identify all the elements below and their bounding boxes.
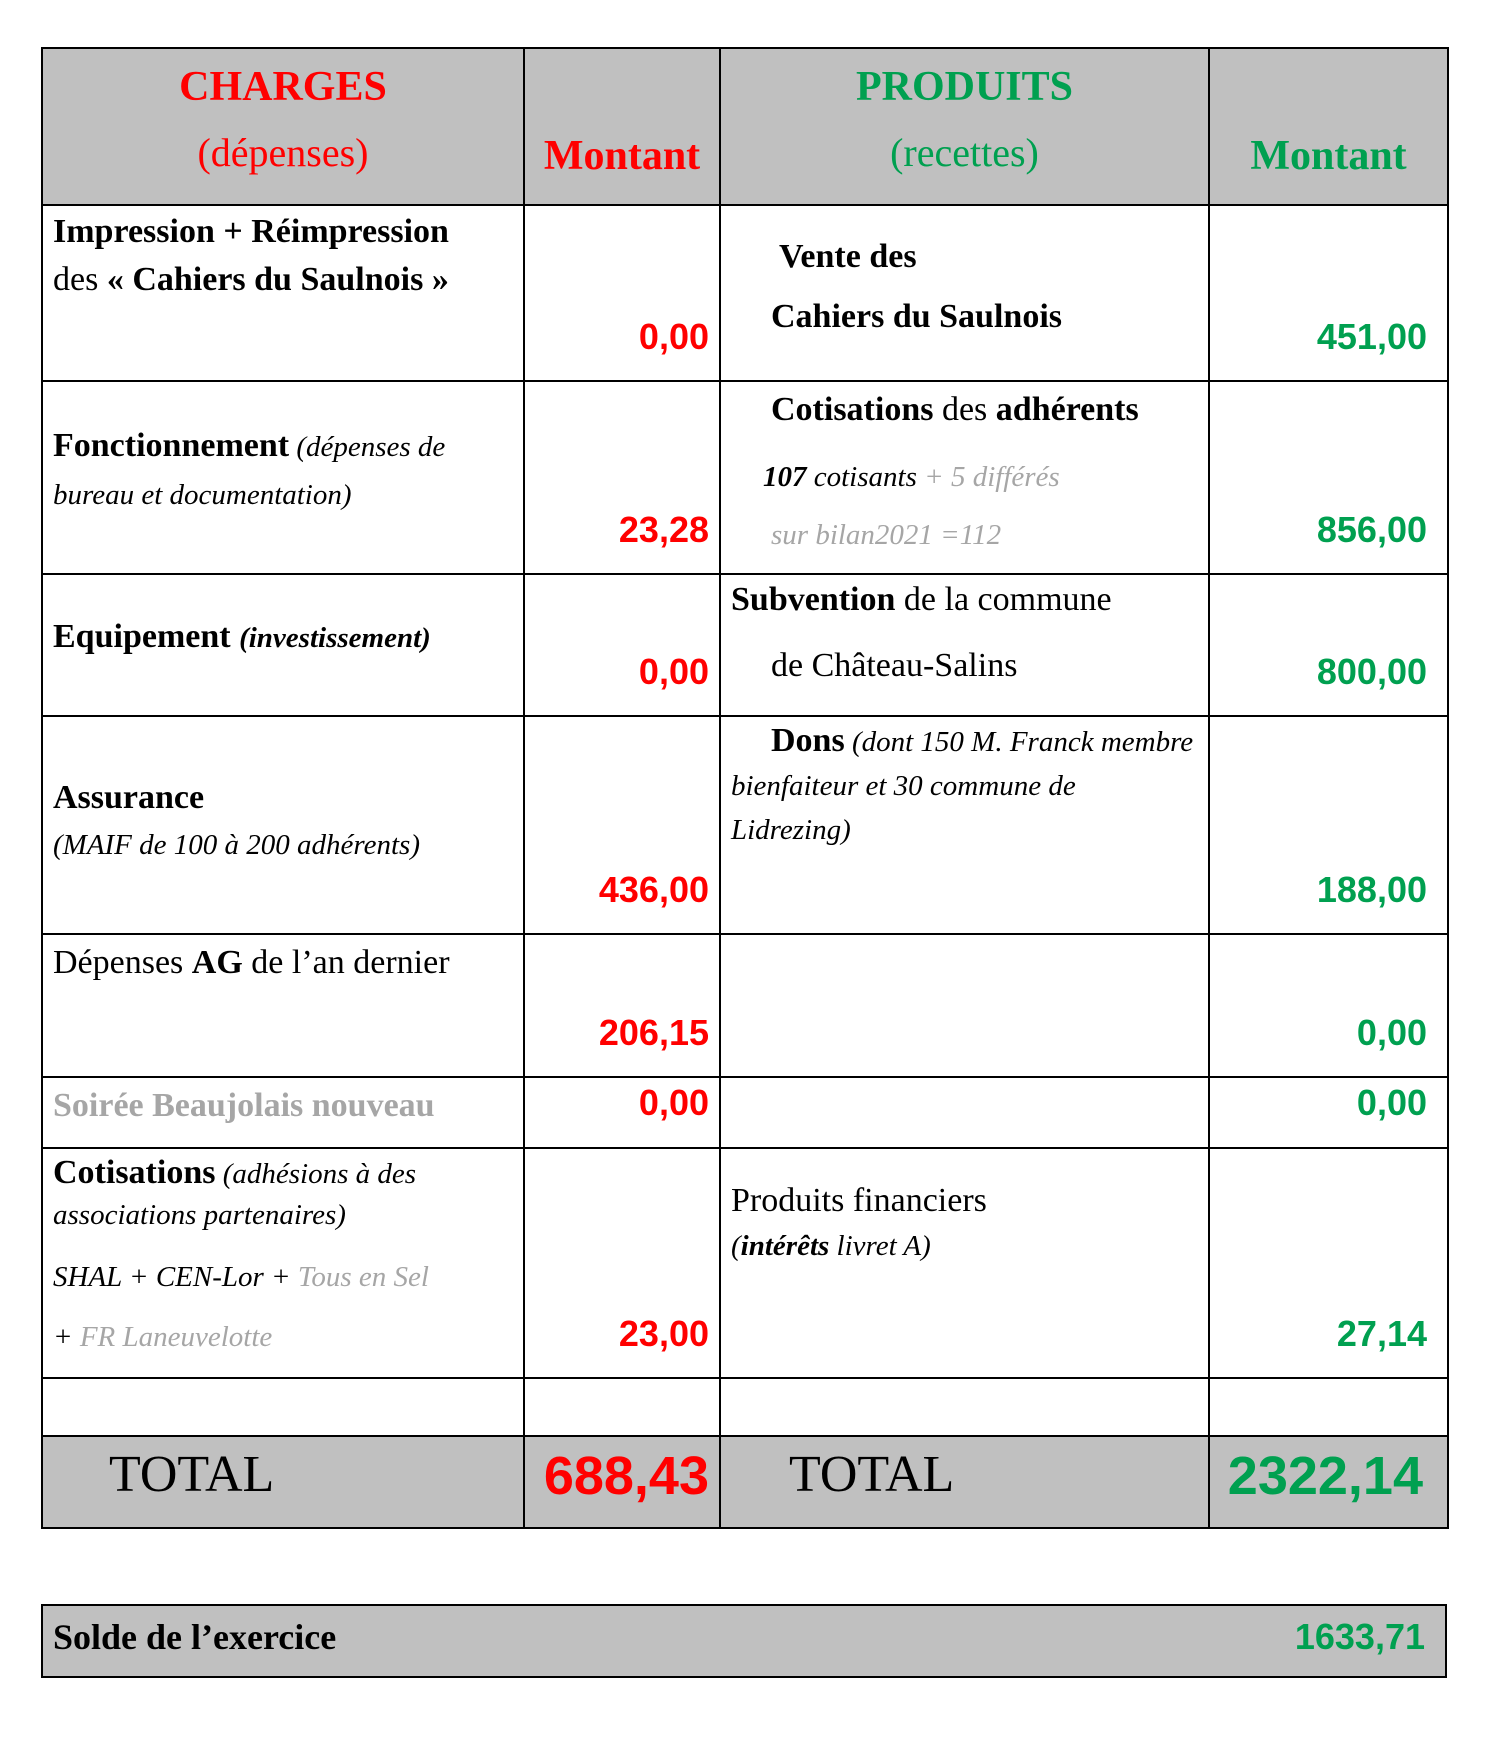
charge-label: Fonctionnement [53, 427, 290, 464]
charge-amount-cell [524, 574, 720, 716]
partners-a: SHAL + CEN-Lor + [53, 1261, 298, 1293]
produit-label-a: Cotisations [771, 391, 934, 428]
charges-title: CHARGES [179, 64, 387, 110]
produit-amount-cell [1209, 381, 1448, 574]
budget-table [41, 47, 1449, 1529]
charge-amount-cell [524, 205, 720, 381]
header-montant-left [524, 48, 720, 205]
produit-amount: 0,00 [1356, 1082, 1427, 1123]
solde-amount: 1633,71 [1294, 1616, 1425, 1657]
produit-cell [720, 1148, 1209, 1378]
produit-amount-cell [1209, 205, 1448, 381]
charge-amount: 206,15 [598, 1012, 709, 1053]
charge-amount-cell [524, 934, 720, 1077]
produit-label-b: des [933, 391, 996, 428]
table-row [42, 205, 1448, 381]
produit-amount: 0,00 [1356, 1012, 1427, 1053]
charge-amount: 23,28 [618, 509, 709, 550]
charge-amount: 436,00 [598, 869, 709, 910]
table-row [42, 381, 1448, 574]
total-right-label-cell [720, 1436, 1209, 1528]
solde-label: Solde de l’exercice [53, 1617, 337, 1657]
produit-cell [720, 716, 1209, 934]
total-left-amount: 688,43 [543, 1446, 709, 1506]
charge-amount: 0,00 [638, 651, 709, 692]
charge-cell [42, 381, 524, 574]
total-right-amount-cell [1209, 1436, 1448, 1528]
total-right-label: TOTAL [789, 1446, 955, 1503]
produit-label: Produits financiers [731, 1182, 987, 1219]
table-row [42, 716, 1448, 934]
produit-amount-cell [1209, 1077, 1448, 1148]
charge-cell [42, 574, 524, 716]
produit-cell [720, 381, 1209, 574]
empty-cell [42, 1378, 524, 1436]
produit-label-line1: Vente des [779, 238, 917, 275]
produit-cell [720, 934, 1209, 1077]
cotisants-count: 107 [763, 461, 807, 493]
produit-label-b: de la commune [895, 581, 1112, 618]
solde-box [41, 1604, 1447, 1678]
produit-amount: 188,00 [1316, 869, 1427, 910]
produit-cell [720, 574, 1209, 716]
cotisants-label: cotisants [806, 461, 917, 493]
charge-label-c: de l’an dernier [242, 944, 450, 981]
partners-c: + [53, 1321, 80, 1353]
total-left-label-cell [42, 1436, 524, 1528]
charge-amount: 23,00 [618, 1313, 709, 1354]
header-produits [720, 48, 1209, 205]
produit-amount: 856,00 [1316, 509, 1427, 550]
table-row [42, 934, 1448, 1077]
produit-note: (dont 150 M. Franck membre bienfaiteur et 30 commune de Lidrezing) [731, 726, 1194, 846]
charge-cell [42, 1148, 524, 1378]
bilan-label: sur bilan2021 =112 [771, 519, 1002, 551]
produit-cell [720, 205, 1209, 381]
totals-row [42, 1436, 1448, 1528]
produit-note-c: livret A) [829, 1230, 931, 1262]
header-row [42, 48, 1448, 205]
produit-amount: 451,00 [1316, 316, 1427, 357]
charges-subtitle: (dépenses) [197, 130, 369, 175]
montant-right-label: Montant [1250, 133, 1407, 179]
charge-label-prefix: des [53, 261, 107, 298]
charge-note: (dépenses de bureau et documentation) [53, 431, 446, 511]
charge-note: (MAIF de 100 à 200 adhérents) [53, 829, 420, 861]
charge-amount-cell [524, 716, 720, 934]
empty-cell [720, 1378, 1209, 1436]
produit-label-a: Subvention [731, 581, 896, 618]
charge-label: Impression + Réimpression [53, 213, 449, 250]
charge-amount-cell [524, 381, 720, 574]
empty-row [42, 1378, 1448, 1436]
charge-cell [42, 1077, 524, 1148]
charge-label-b: AG [191, 944, 243, 981]
partners-b: Tous en Sel [297, 1261, 429, 1293]
charge-cell [42, 205, 524, 381]
produit-amount: 27,14 [1336, 1313, 1427, 1354]
header-charges [42, 48, 524, 205]
produits-subtitle: (recettes) [890, 130, 1039, 175]
charge-cell [42, 716, 524, 934]
produit-amount-cell [1209, 934, 1448, 1077]
differes-label: + 5 différés [916, 461, 1060, 493]
charge-label: Cotisations [53, 1154, 216, 1191]
produit-amount-cell [1209, 1148, 1448, 1378]
table-row [42, 1077, 1448, 1148]
produit-label-line2: Cahiers du Saulnois [771, 298, 1062, 335]
charge-label-title: « Cahiers du Saulnois » [106, 261, 449, 298]
header-montant-right [1209, 48, 1448, 205]
produit-note-b: intérêts [740, 1230, 830, 1262]
produit-label-line2: de Château-Salins [771, 647, 1018, 684]
empty-cell [524, 1378, 720, 1436]
total-right-amount: 2322,14 [1227, 1446, 1423, 1506]
charge-label: Equipement [53, 618, 231, 655]
produit-label: Dons [771, 722, 845, 759]
montant-left-label: Montant [543, 133, 701, 179]
produit-label-c: adhérents [995, 391, 1139, 428]
table-row [42, 1148, 1448, 1378]
charge-cell [42, 934, 524, 1077]
produit-amount-cell [1209, 574, 1448, 716]
charge-note: (investissement) [239, 622, 431, 654]
produits-title: PRODUITS [855, 64, 1074, 110]
produit-cell [720, 1077, 1209, 1148]
total-left-amount-cell [524, 1436, 720, 1528]
charge-label: Soirée Beaujolais nouveau [53, 1087, 435, 1124]
produit-amount-cell [1209, 716, 1448, 934]
empty-cell [1209, 1378, 1448, 1436]
table-row [42, 574, 1448, 716]
charge-note: (adhésions à des associations partenaires) [53, 1158, 417, 1231]
charge-amount: 0,00 [638, 1082, 709, 1123]
charge-amount: 0,00 [638, 316, 709, 357]
produit-amount: 800,00 [1316, 651, 1427, 692]
charge-label-a: Dépenses [53, 944, 192, 981]
charge-label: Assurance [53, 779, 205, 816]
partners-d: FR Laneuvelotte [79, 1321, 273, 1353]
total-left-label: TOTAL [109, 1446, 275, 1503]
charge-amount-cell [524, 1148, 720, 1378]
charge-amount-cell [524, 1077, 720, 1148]
produit-note-a: ( [731, 1230, 741, 1262]
